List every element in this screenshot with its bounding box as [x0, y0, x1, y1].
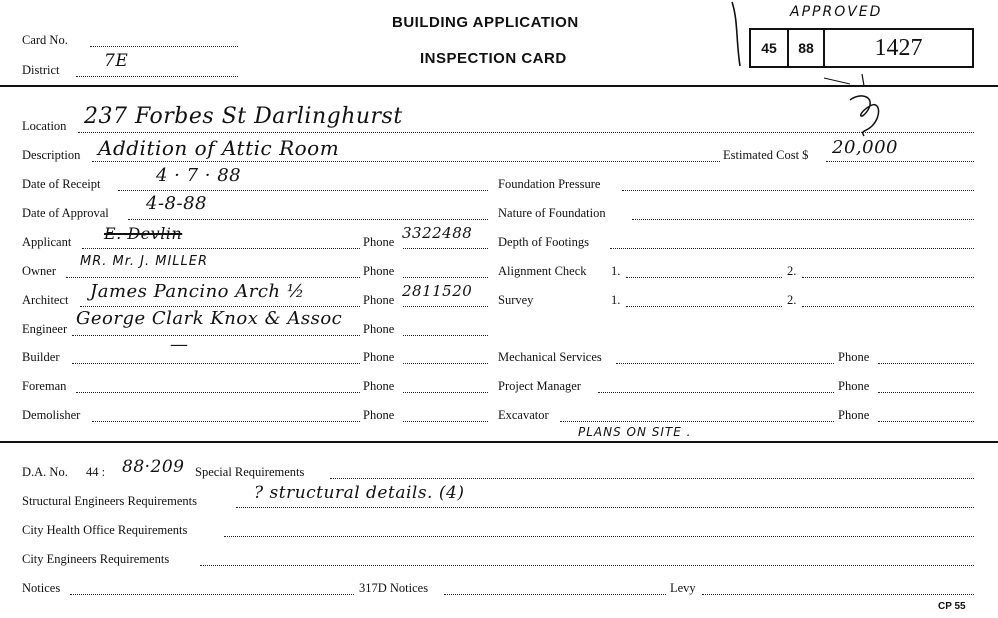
header-rule: [0, 85, 998, 87]
builder-label: Builder: [22, 350, 60, 364]
approval-initials: [820, 70, 900, 140]
demolisher-label: Demolisher: [22, 408, 81, 422]
foreman-phone-line: [403, 392, 488, 393]
owner-phone-line: [403, 277, 488, 278]
description-label: Description: [22, 148, 81, 162]
mechanical-label: Mechanical Services: [498, 350, 602, 364]
applicant-label: Applicant: [22, 235, 72, 249]
alignment-num1: 1.: [611, 264, 621, 278]
foreman-label: Foreman: [22, 379, 67, 393]
architect-line: [80, 306, 360, 307]
excavator-phone-label: Phone: [838, 408, 870, 422]
estimated-cost-value: 20,000: [832, 137, 898, 158]
form-title: BUILDING APPLICATION: [392, 14, 579, 31]
applicant-phone-label: Phone: [363, 235, 395, 249]
estimated-cost-label: Estimated Cost $: [723, 148, 809, 162]
applicant-phone-line: [403, 248, 488, 249]
builder-phone-line: [403, 363, 488, 364]
applicant-line: [82, 248, 360, 249]
foreman-phone-label: Phone: [363, 379, 395, 393]
engineer-phone-label: Phone: [363, 322, 395, 336]
special-label: Special Requirements: [195, 465, 305, 479]
demolisher-line: [92, 421, 360, 422]
box-number: 1427: [874, 34, 923, 61]
structural-label: Structural Engineers Requirements: [22, 494, 197, 508]
survey-num2: 2.: [787, 293, 797, 307]
special-line: [330, 478, 974, 479]
date-receipt-label: Date of Receipt: [22, 177, 101, 191]
district-line: [76, 76, 238, 77]
applicant-phone-value: 3322488: [402, 224, 473, 242]
notices-label: Notices: [22, 581, 61, 595]
description-value: Addition of Attic Room: [98, 136, 340, 160]
levy-label: Levy: [670, 581, 696, 595]
structural-line: [236, 507, 974, 508]
owner-phone-label: Phone: [363, 264, 395, 278]
excavator-line: [560, 421, 834, 422]
health-line: [224, 536, 974, 537]
demolisher-phone-line: [403, 421, 488, 422]
city-eng-line: [200, 565, 974, 566]
project-manager-phone-line: [878, 392, 974, 393]
demolisher-phone-label: Phone: [363, 408, 395, 422]
card-no-label: Card No.: [22, 33, 68, 47]
mechanical-phone-label: Phone: [838, 350, 870, 364]
description-line: [92, 161, 720, 162]
form-subtitle: INSPECTION CARD: [420, 50, 567, 67]
box-cell-1: 45: [751, 30, 789, 66]
alignment-line-1: [626, 277, 782, 278]
architect-label: Architect: [22, 293, 69, 307]
owner-line: [66, 277, 360, 278]
project-manager-line: [598, 392, 834, 393]
da-prefix: 44 :: [86, 465, 106, 479]
da-value: 88·209: [122, 457, 185, 477]
alignment-line-2: [802, 277, 974, 278]
notices-317d-line: [444, 594, 666, 595]
depth-footings-label: Depth of Footings: [498, 235, 589, 249]
da-label: D.A. No.: [22, 465, 68, 479]
structural-value: ? structural details. (4): [254, 483, 465, 503]
notices-317d-label: 317D Notices: [359, 581, 429, 595]
foundation-pressure-line: [622, 190, 974, 191]
excavator-label: Excavator: [498, 408, 549, 422]
box-cell-2: 88: [789, 30, 825, 66]
architect-phone-label: Phone: [363, 293, 395, 307]
depth-footings-line: [610, 248, 974, 249]
survey-line-1: [626, 306, 782, 307]
foundation-pressure-label: Foundation Pressure: [498, 177, 601, 191]
builder-line: [72, 363, 360, 364]
levy-line: [702, 594, 974, 595]
date-approval-value: 4-8-88: [146, 193, 207, 214]
date-receipt-line: [118, 190, 488, 191]
date-approval-line: [128, 219, 488, 220]
engineer-phone-line: [403, 335, 488, 336]
alignment-check-label: Alignment Check: [498, 264, 587, 278]
survey-label: Survey: [498, 293, 534, 307]
project-manager-label: Project Manager: [498, 379, 581, 393]
survey-line-2: [802, 306, 974, 307]
date-receipt-value: 4 · 7 · 88: [156, 165, 242, 186]
plans-note: PLANS ON SITE .: [578, 425, 692, 439]
location-line: [78, 132, 974, 133]
middle-rule: [0, 441, 998, 443]
alignment-num2: 2.: [787, 264, 797, 278]
nature-foundation-label: Nature of Foundation: [498, 206, 606, 220]
foreman-line: [76, 392, 360, 393]
approved-stamp: APPROVED: [790, 4, 883, 20]
estimated-cost-line: [826, 161, 974, 162]
engineer-value: George Clark Knox & Assoc: [76, 308, 343, 329]
nature-foundation-line: [632, 219, 974, 220]
city-eng-label: City Engineers Requirements: [22, 552, 170, 566]
location-value: 237 Forbes St Darlinghurst: [84, 104, 403, 129]
health-label: City Health Office Requirements: [22, 523, 188, 537]
engineer-label: Engineer: [22, 322, 68, 336]
owner-value: MR. Mr. J. MILLER: [80, 254, 209, 269]
mechanical-line: [616, 363, 834, 364]
mechanical-phone-line: [878, 363, 974, 364]
survey-num1: 1.: [611, 293, 621, 307]
date-approval-label: Date of Approval: [22, 206, 109, 220]
card-no-line: [90, 46, 238, 47]
owner-label: Owner: [22, 264, 57, 278]
architect-phone-line: [403, 306, 488, 307]
architect-phone-value: 2811520: [402, 282, 473, 300]
location-label: Location: [22, 119, 67, 133]
builder-value: —: [170, 334, 189, 355]
engineer-line: [72, 335, 360, 336]
project-manager-phone-label: Phone: [838, 379, 870, 393]
form-code: CP 55: [938, 601, 966, 612]
district-label: District: [22, 63, 60, 77]
applicant-value: E. Devlin: [104, 224, 183, 243]
builder-phone-label: Phone: [363, 350, 395, 364]
district-value: 7E: [104, 51, 129, 71]
card-number-box: [749, 28, 974, 68]
notices-line: [70, 594, 354, 595]
excavator-phone-line: [878, 421, 974, 422]
architect-value: James Pancino Arch ½: [90, 281, 305, 302]
